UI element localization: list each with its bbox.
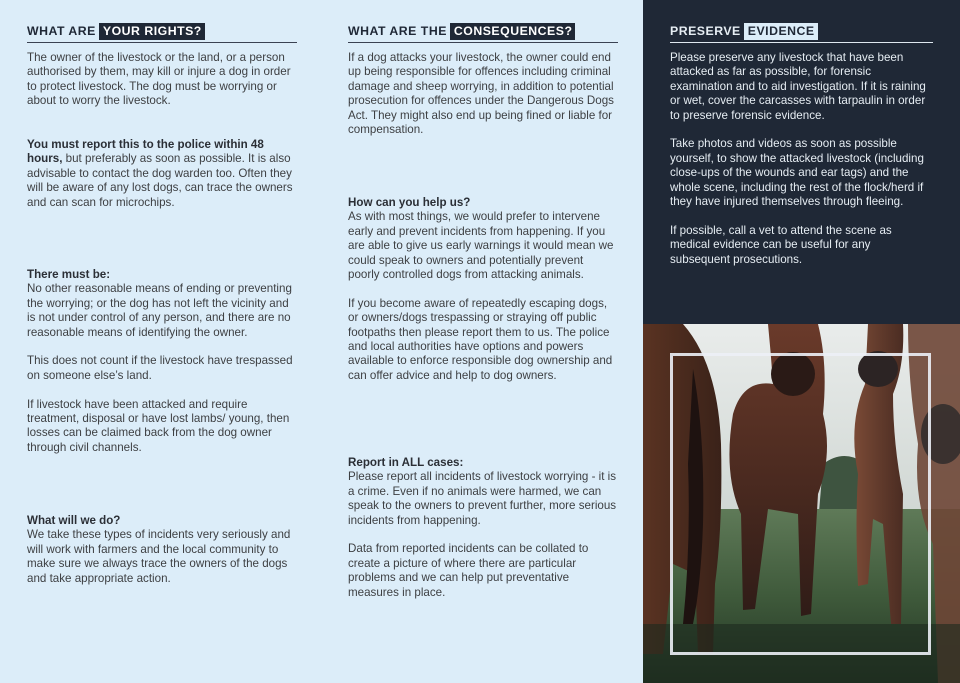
there-must-be-title: There must be: bbox=[27, 268, 111, 281]
report-within-48h-paragraph bbox=[27, 138, 297, 210]
preserve-livestock-text: Please preserve any livestock that have been attacked as far as possible, for forensic examination and to aid investigation. If it is raining or wet, cover the carcasses with tarpaulin in order to preserve forensic evidence. bbox=[670, 51, 926, 122]
photo-frame-border bbox=[670, 353, 931, 655]
losses-text: If livestock have been attacked and require treatment, disposal or have lost lambs/ young, then losses can be claimed back from the dog owner through civil channels. bbox=[27, 397, 290, 454]
consequences-intro-paragraph bbox=[348, 51, 618, 137]
trespass-text: This does not count if the livestock have trespassed on someone else’s land. bbox=[27, 354, 293, 382]
how-can-you-help-text: As with most things, we would prefer to intervene early and prevent incidents from happening. If you are able to give us early warnings it would mean we could speak to owners and potentially prevent poorly controlled dogs from attacking animals. bbox=[348, 210, 614, 282]
how-can-you-help-section bbox=[348, 196, 618, 383]
what-will-we-do-text: We take these types of incidents very seriously and will work with farmers and the local community to make sure we always trace the owners of the dogs and take appropriate action. bbox=[27, 528, 291, 585]
rights-intro-paragraph bbox=[27, 51, 297, 109]
rights-intro-text: The owner of the livestock or the land, or a person authorised by them, may kill or injure a dog in order to protect livestock. The dog must be worrying or about to worry the livestock. bbox=[27, 51, 291, 108]
take-photos-text: Take photos and videos as soon as possible yourself, to show the attacked livestock (including close-ups of the wounds and ear tags) and the whole scene, including the rest of the flock/herd if they have injured themselves through fleeing. bbox=[670, 137, 924, 209]
heading-highlight-text: YOUR RIGHTS? bbox=[99, 23, 205, 40]
report-all-cases-title: Report in ALL cases: bbox=[348, 456, 464, 469]
report-all-cases-section bbox=[348, 456, 618, 600]
column-consequences bbox=[320, 0, 643, 683]
what-will-we-do-section bbox=[27, 514, 297, 586]
there-must-be-text: No other reasonable means of ending or preventing the worrying; or the dog has not left the vicinity and is not under control of any person, and there are no reasonable means of identifying the owner. bbox=[27, 282, 292, 339]
report-deadline-bold: You must report this to the police within 48 hours, bbox=[27, 138, 264, 166]
escaping-dogs-text: If you become aware of repeatedly escaping dogs, or owners/dogs trespassing or straying off public footpaths then please report them to us. The police and local authorities have options and powers available to enforce responsible dog ownership and can offer advice and help to dog owners. bbox=[348, 296, 613, 382]
how-can-you-help-title: How can you help us? bbox=[348, 196, 471, 209]
heading-highlight-text: EVIDENCE bbox=[744, 23, 818, 40]
report-all-cases-text: Please report all incidents of livestock worrying - it is a crime. Even if no animals were harmed, we can speak to the owners to prevent further, more serious incidents from happening. bbox=[348, 470, 617, 527]
section-heading-your-rights bbox=[27, 23, 297, 43]
horses-photo bbox=[643, 324, 960, 683]
heading-highlight-text: CONSEQUENCES? bbox=[450, 23, 576, 40]
heading-plain-text: PRESERVE bbox=[670, 24, 741, 38]
data-collation-text: Data from reported incidents can be collated to create a picture of where there are particular problems and we can help put preventative measures in place. bbox=[348, 542, 589, 599]
consequences-intro-text: If a dog attacks your livestock, the owner could end up being responsible for offences including criminal damage and sheep worrying, in addition to potential prosecution for offences under the Dangerous Dogs Act. They might also end up being fined or liable for compensation. bbox=[348, 51, 614, 137]
column-your-rights bbox=[0, 0, 320, 683]
column-preserve-evidence bbox=[643, 0, 960, 683]
preserve-evidence-section bbox=[670, 51, 933, 267]
report-deadline-rest: but preferably as soon as possible. It is also advisable to contact the dog warden too. Often they will be aware of any lost dogs, can trace the owners and can scan for microchips. bbox=[27, 152, 293, 209]
what-will-we-do-title: What will we do? bbox=[27, 514, 121, 527]
there-must-be-section bbox=[27, 268, 297, 455]
section-heading-consequences bbox=[348, 23, 618, 43]
section-heading-preserve-evidence bbox=[670, 23, 933, 43]
call-vet-text: If possible, call a vet to attend the scene as medical evidence can be useful for any subsequent prosecutions. bbox=[670, 223, 892, 266]
heading-plain-text: WHAT ARE THE bbox=[348, 24, 447, 38]
heading-plain-text: WHAT ARE bbox=[27, 24, 96, 38]
